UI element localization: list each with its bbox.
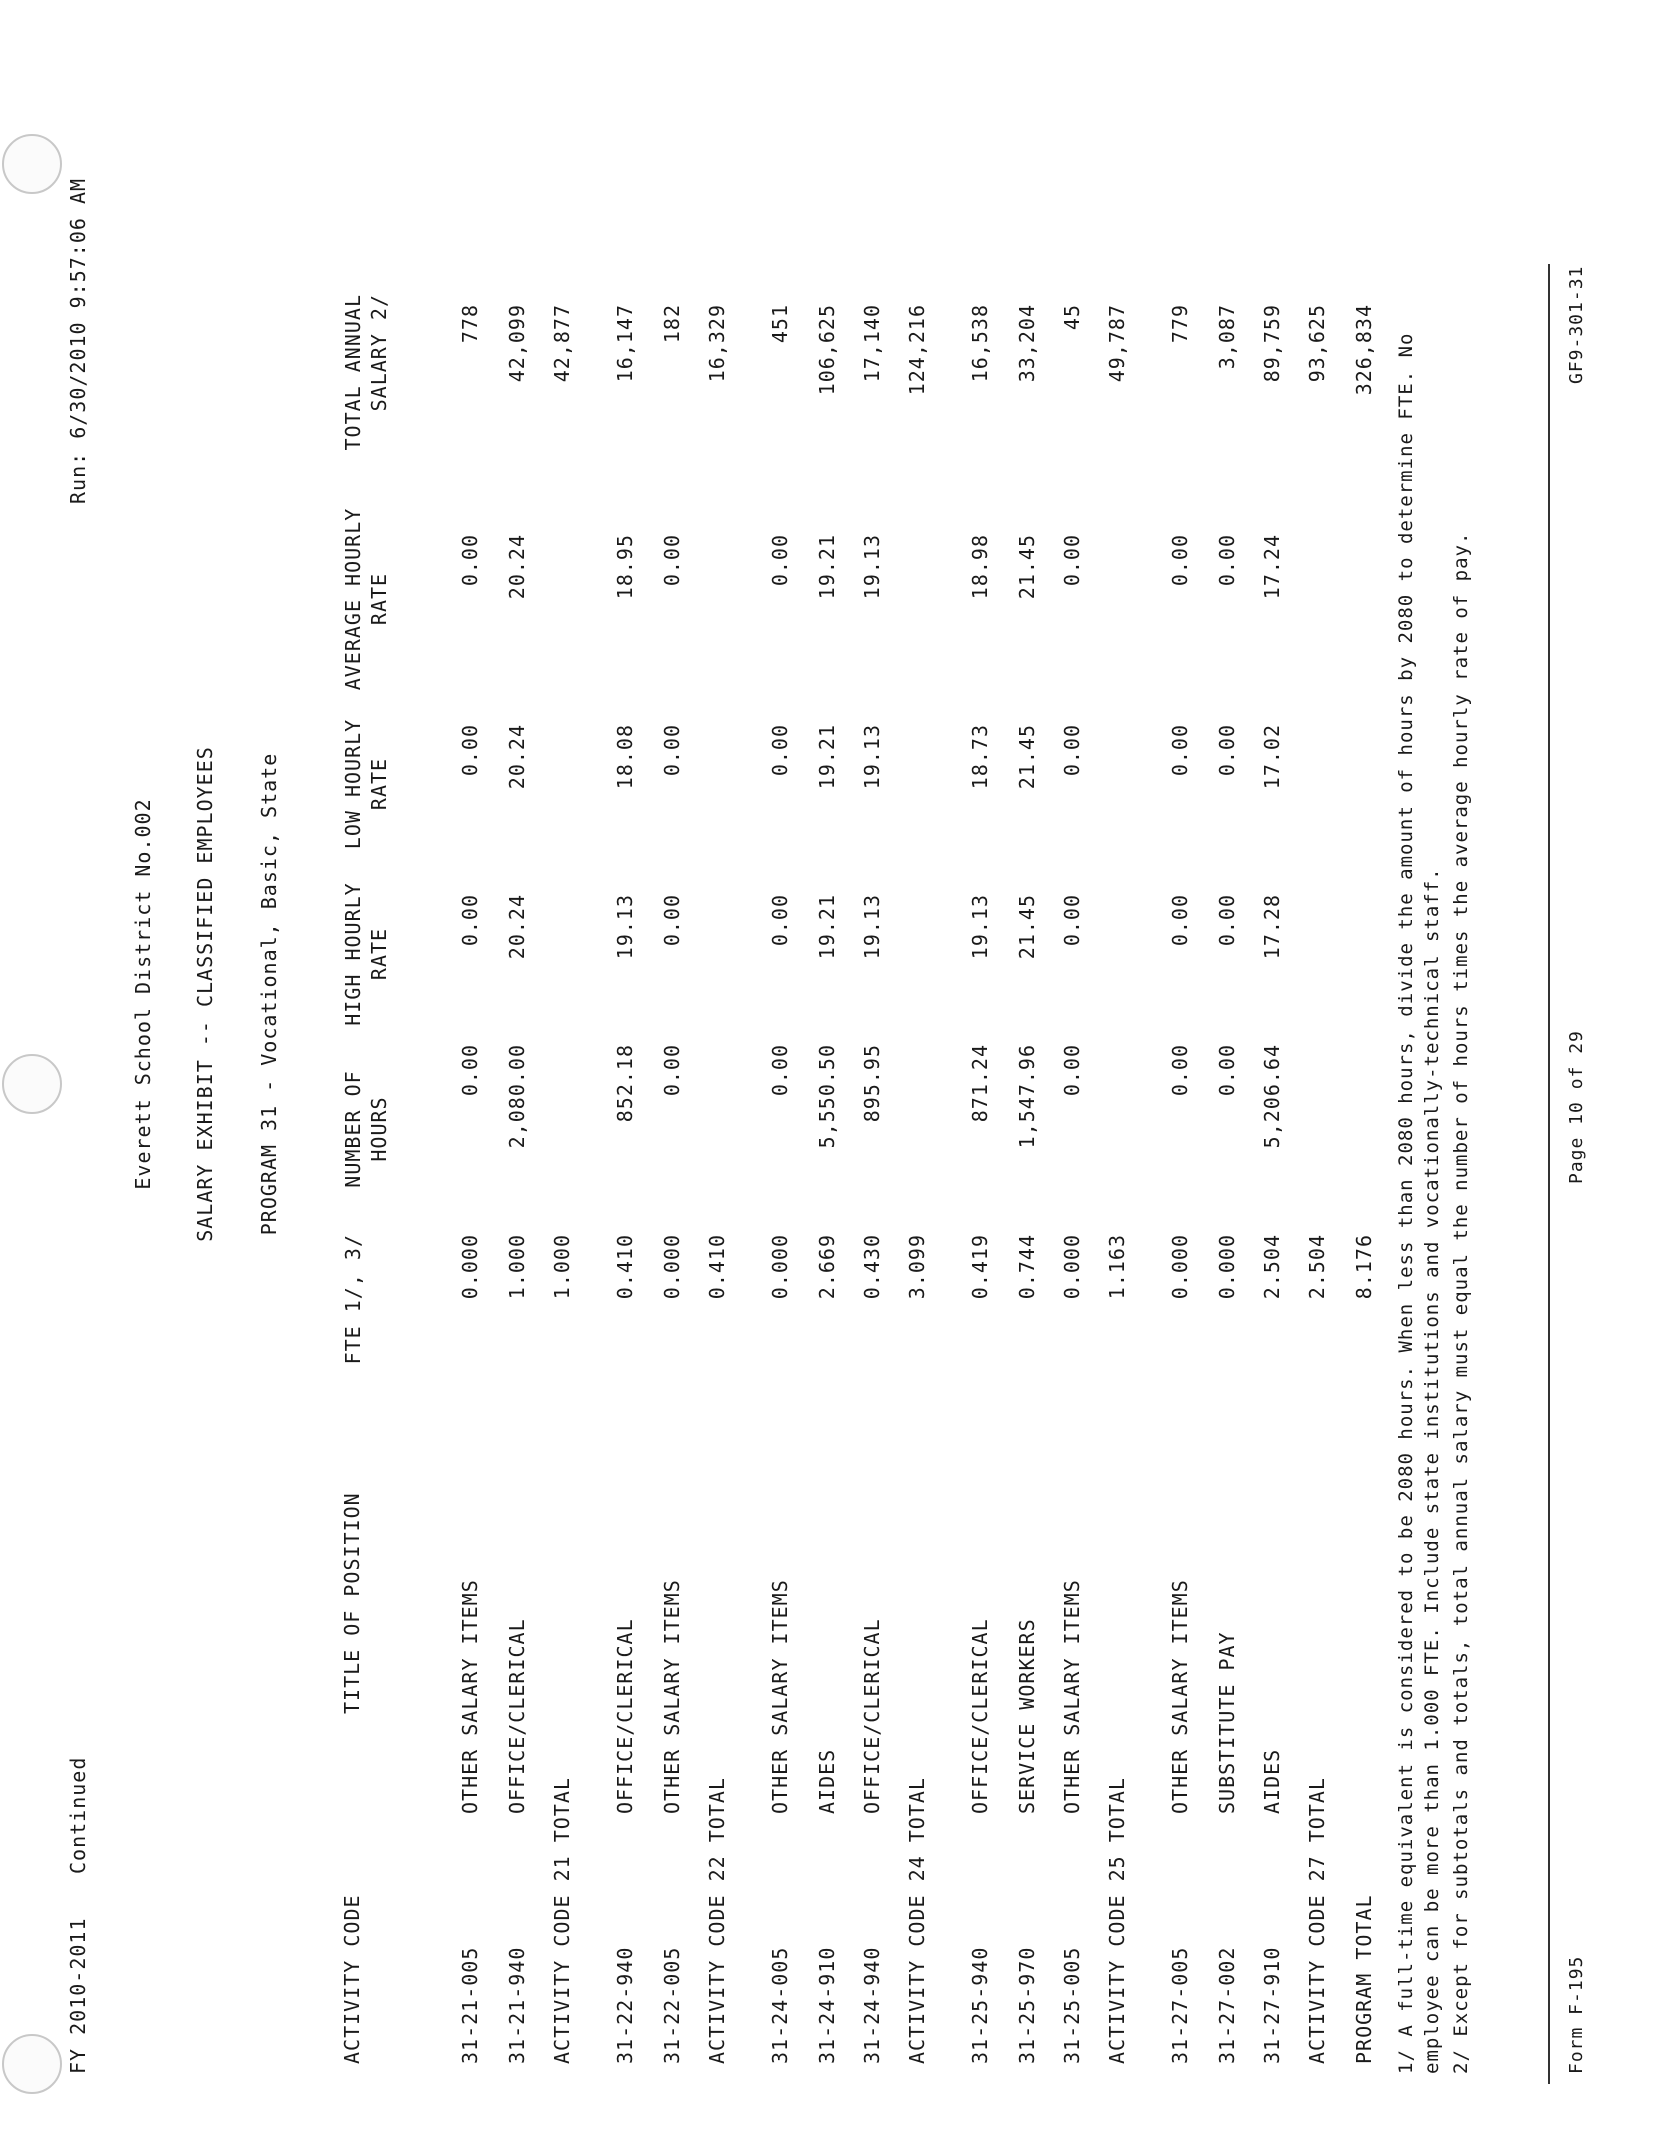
header-high-hourly-rate: HIGH HOURLY RATE xyxy=(341,882,391,1026)
program-title: PROGRAM 31 - Vocational, Basic, State xyxy=(257,752,281,1236)
activity-code: 31-22-005 xyxy=(660,1946,684,2064)
fte-value: 0.000 xyxy=(1168,1234,1192,1300)
footnote-1-continued: employee can be more than 1.000 FTE. Include state institutions and vocationally-technical staff. xyxy=(1421,867,1443,2074)
total-salary-value: 451 xyxy=(768,304,792,344)
activity-code: 31-21-940 xyxy=(505,1946,529,2064)
low-rate-value: 0.00 xyxy=(768,724,792,777)
high-rate-value: 0.00 xyxy=(1060,894,1084,947)
fte-value: 0.000 xyxy=(768,1234,792,1300)
header-low-hourly-rate: LOW HOURLY RATE xyxy=(341,718,391,850)
total-salary-value: 42,877 xyxy=(550,304,574,383)
fte-value: 0.000 xyxy=(660,1234,684,1300)
average-rate-value: 20.24 xyxy=(505,534,529,600)
total-label: ACTIVITY CODE 22 TOTAL xyxy=(705,1777,729,2064)
high-rate-value: 0.00 xyxy=(1215,894,1239,947)
high-rate-value: 19.13 xyxy=(968,894,992,960)
average-rate-value: 0.00 xyxy=(458,534,482,587)
position-title: OTHER SALARY ITEMS xyxy=(458,1579,482,1814)
total-salary-value: 17,140 xyxy=(860,304,884,383)
average-rate-value: 0.00 xyxy=(660,534,684,587)
header-average-hourly-rate: AVERAGE HOURLY RATE xyxy=(341,507,391,691)
position-title: SUBSTITUTE PAY xyxy=(1215,1631,1239,1814)
form-number: Form F-195 xyxy=(1566,1955,1587,2074)
activity-code: 31-25-940 xyxy=(968,1946,992,2064)
low-rate-value: 0.00 xyxy=(1215,724,1239,777)
hours-value: 5,206.64 xyxy=(1260,1044,1284,1149)
total-salary-value: 16,147 xyxy=(613,304,637,383)
total-salary-value: 779 xyxy=(1168,304,1192,344)
fte-value: 0.410 xyxy=(705,1234,729,1300)
total-salary-value: 124,216 xyxy=(905,304,929,396)
high-rate-value: 21.45 xyxy=(1015,894,1039,960)
fiscal-year: FY 2010-2011 xyxy=(66,1917,90,2074)
fte-value: 2.504 xyxy=(1305,1234,1329,1300)
fte-value: 0.744 xyxy=(1015,1234,1039,1300)
low-rate-value: 0.00 xyxy=(660,724,684,777)
low-rate-value: 17.02 xyxy=(1260,724,1284,790)
activity-code: 31-24-005 xyxy=(768,1946,792,2064)
activity-code: 31-27-910 xyxy=(1260,1946,1284,2064)
activity-code: 31-22-940 xyxy=(613,1946,637,2064)
fte-value: 2.504 xyxy=(1260,1234,1284,1300)
punch-hole-right xyxy=(2,134,62,194)
total-salary-value: 42,099 xyxy=(505,304,529,383)
low-rate-value: 0.00 xyxy=(458,724,482,777)
high-rate-value: 19.13 xyxy=(860,894,884,960)
low-rate-value: 0.00 xyxy=(1168,724,1192,777)
position-title: OFFICE/CLERICAL xyxy=(968,1618,992,1814)
low-rate-value: 19.21 xyxy=(815,724,839,790)
footer-divider xyxy=(1548,264,1550,2084)
position-title: SERVICE WORKERS xyxy=(1015,1618,1039,1814)
position-title: OTHER SALARY ITEMS xyxy=(768,1579,792,1814)
total-salary-value: 182 xyxy=(660,304,684,344)
hours-value: 0.00 xyxy=(768,1044,792,1097)
position-title: OFFICE/CLERICAL xyxy=(860,1618,884,1814)
fte-value: 0.000 xyxy=(1215,1234,1239,1300)
total-label: ACTIVITY CODE 24 TOTAL xyxy=(905,1777,929,2064)
total-salary-value: 33,204 xyxy=(1015,304,1039,383)
position-title: OTHER SALARY ITEMS xyxy=(1168,1579,1192,1814)
footnote-2: 2/ Except for subtotals and totals, total annual salary must equal the number of hours times the average hourly rate of pay. xyxy=(1450,531,1472,2074)
total-salary-value: 778 xyxy=(458,304,482,344)
activity-code: 31-25-005 xyxy=(1060,1946,1084,2064)
footnote-1: 1/ A full-time equivalent is considered to be 2080 hours. When less than 2080 hours, divide the amount of hours by 2080 to determine FTE. No xyxy=(1395,332,1417,2074)
total-label: PROGRAM TOTAL xyxy=(1352,1894,1376,2064)
average-rate-value: 0.00 xyxy=(1168,534,1192,587)
hours-value: 0.00 xyxy=(1060,1044,1084,1097)
fte-value: 0.000 xyxy=(458,1234,482,1300)
position-title: AIDES xyxy=(1260,1748,1284,1814)
position-title: AIDES xyxy=(815,1748,839,1814)
high-rate-value: 20.24 xyxy=(505,894,529,960)
high-rate-value: 19.21 xyxy=(815,894,839,960)
high-rate-value: 0.00 xyxy=(1168,894,1192,947)
average-rate-value: 19.13 xyxy=(860,534,884,600)
header-number-of-hours: NUMBER OF HOURS xyxy=(341,1070,391,1188)
high-rate-value: 0.00 xyxy=(660,894,684,947)
hours-value: 0.00 xyxy=(458,1044,482,1097)
activity-code: 31-24-940 xyxy=(860,1946,884,2064)
total-salary-value: 16,538 xyxy=(968,304,992,383)
exhibit-title: SALARY EXHIBIT -- CLASSIFIED EMPLOYEES xyxy=(193,746,217,1242)
fte-value: 1.000 xyxy=(550,1234,574,1300)
fte-value: 0.430 xyxy=(860,1234,884,1300)
hours-value: 871.24 xyxy=(968,1044,992,1123)
average-rate-value: 18.98 xyxy=(968,534,992,600)
header-total-annual-salary: TOTAL ANNUAL SALARY 2/ xyxy=(341,294,391,451)
run-timestamp: Run: 6/30/2010 9:57:06 AM xyxy=(66,177,90,504)
average-rate-value: 0.00 xyxy=(768,534,792,587)
total-label: ACTIVITY CODE 25 TOTAL xyxy=(1105,1777,1129,2064)
district-name: Everett School District No.002 xyxy=(131,798,155,1190)
activity-code: 31-24-910 xyxy=(815,1946,839,2064)
average-rate-value: 0.00 xyxy=(1215,534,1239,587)
total-salary-value: 45 xyxy=(1060,304,1084,331)
header-title-of-position: TITLE OF POSITION xyxy=(340,1492,364,1714)
punch-hole-center xyxy=(2,1054,62,1114)
hours-value: 5,550.50 xyxy=(815,1044,839,1149)
low-rate-value: 20.24 xyxy=(505,724,529,790)
activity-code: 31-25-970 xyxy=(1015,1946,1039,2064)
position-title: OFFICE/CLERICAL xyxy=(505,1618,529,1814)
fte-value: 2.669 xyxy=(815,1234,839,1300)
low-rate-value: 18.08 xyxy=(613,724,637,790)
activity-code: 31-27-005 xyxy=(1168,1946,1192,2064)
low-rate-value: 19.13 xyxy=(860,724,884,790)
average-rate-value: 0.00 xyxy=(1060,534,1084,587)
average-rate-value: 19.21 xyxy=(815,534,839,600)
form-code: GF9-301-31 xyxy=(1566,265,1587,384)
fte-value: 0.419 xyxy=(968,1234,992,1300)
activity-code: 31-21-005 xyxy=(458,1946,482,2064)
fte-value: 8.176 xyxy=(1352,1234,1376,1300)
header-fte: FTE 1/, 3/ xyxy=(341,1234,365,1365)
header-activity-code: ACTIVITY CODE xyxy=(340,1894,364,2064)
position-title: OTHER SALARY ITEMS xyxy=(1060,1579,1084,1814)
fte-value: 3.099 xyxy=(905,1234,929,1300)
high-rate-value: 17.28 xyxy=(1260,894,1284,960)
average-rate-value: 21.45 xyxy=(1015,534,1039,600)
total-salary-value: 3,087 xyxy=(1215,304,1239,370)
hours-value: 852.18 xyxy=(613,1044,637,1123)
high-rate-value: 0.00 xyxy=(458,894,482,947)
fte-value: 1.163 xyxy=(1105,1234,1129,1300)
hours-value: 895.95 xyxy=(860,1044,884,1123)
average-rate-value: 17.24 xyxy=(1260,534,1284,600)
total-salary-value: 89,759 xyxy=(1260,304,1284,383)
total-salary-value: 16,329 xyxy=(705,304,729,383)
total-label: ACTIVITY CODE 27 TOTAL xyxy=(1305,1777,1329,2064)
low-rate-value: 0.00 xyxy=(1060,724,1084,777)
hours-value: 2,080.00 xyxy=(505,1044,529,1149)
fte-value: 0.410 xyxy=(613,1234,637,1300)
fte-value: 1.000 xyxy=(505,1234,529,1300)
low-rate-value: 18.73 xyxy=(968,724,992,790)
hours-value: 0.00 xyxy=(1215,1044,1239,1097)
page-number: Page 10 of 29 xyxy=(1566,1030,1587,1184)
hours-value: 0.00 xyxy=(660,1044,684,1097)
low-rate-value: 21.45 xyxy=(1015,724,1039,790)
total-label: ACTIVITY CODE 21 TOTAL xyxy=(550,1777,574,2064)
total-salary-value: 93,625 xyxy=(1305,304,1329,383)
position-title: OTHER SALARY ITEMS xyxy=(660,1579,684,1814)
punch-hole-left xyxy=(2,2034,62,2094)
high-rate-value: 19.13 xyxy=(613,894,637,960)
total-salary-value: 49,787 xyxy=(1105,304,1129,383)
high-rate-value: 0.00 xyxy=(768,894,792,947)
average-rate-value: 18.95 xyxy=(613,534,637,600)
position-title: OFFICE/CLERICAL xyxy=(613,1618,637,1814)
total-salary-value: 326,834 xyxy=(1352,304,1376,396)
activity-code: 31-27-002 xyxy=(1215,1946,1239,2064)
continued-label: Continued xyxy=(66,1756,90,1874)
hours-value: 1,547.96 xyxy=(1015,1044,1039,1149)
fte-value: 0.000 xyxy=(1060,1234,1084,1300)
total-salary-value: 106,625 xyxy=(815,304,839,396)
hours-value: 0.00 xyxy=(1168,1044,1192,1097)
